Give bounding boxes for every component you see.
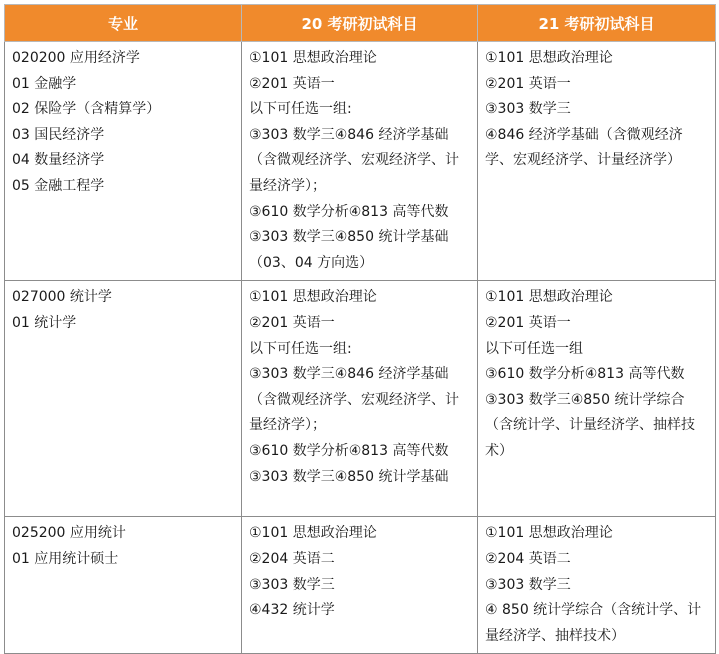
major-cell [5, 281, 242, 517]
subject-line: ①101 思想政治理论 [485, 50, 613, 66]
subject-line: ③610 数学分析④813 高等代数 [249, 203, 449, 220]
subjects-2021-cell [478, 42, 716, 281]
subject-line: ①101 思想政治理论 [485, 525, 613, 542]
major-line: 02 保险学（含精算学） [12, 101, 161, 118]
subject-line: ③610 数学分析④813 高等代数 [485, 366, 685, 383]
major-line: 027000 统计学 [12, 289, 112, 306]
subject-line: ③303 数学三 [485, 101, 571, 118]
table-row-applied-statistics [5, 517, 716, 654]
major-cell [5, 517, 242, 654]
major-line: 01 统计学 [12, 314, 77, 331]
subject-line: ③303 数学三 [249, 576, 335, 593]
header-2020-subjects: 20 考研初试科目 [242, 5, 478, 42]
subject-line: ④846 经济学基础（含微观经济学、宏观经济学、计量经济学） [485, 126, 683, 169]
subject-line: ③303 数学三④846 经济学基础（含微观经济学、宏观经济学、计量经济学）； [249, 366, 459, 434]
subject-line: ④ 850 统计学综合（含统计学、计量经济学、抽样技术） [485, 602, 702, 644]
subject-line: ②204 英语二 [249, 550, 335, 567]
major-line: 05 金融工程学 [12, 177, 105, 194]
subjects-2020-cell [242, 517, 478, 654]
subject-line: ②201 英语一 [249, 75, 335, 92]
subjects-2020-cell [242, 281, 478, 517]
subject-line: ③303 数学三 [485, 576, 571, 593]
subject-line: ②201 英语一 [249, 314, 335, 331]
major-cell [5, 42, 242, 281]
subjects-2021-cell [478, 517, 716, 654]
subject-line: ③303 数学三④850 统计学基础（03、04 方向选） [249, 229, 449, 271]
header-row [5, 5, 716, 42]
subject-line: ③303 数学三④850 统计学基础 [249, 468, 449, 485]
subject-line: ①101 思想政治理论 [249, 289, 377, 306]
major-line: 020200 应用经济学 [12, 50, 140, 66]
subject-line: ①101 思想政治理论 [249, 525, 377, 542]
subjects-2021-cell [478, 281, 716, 517]
subject-line: ③303 数学三④850 统计学综合（含统计学、计量经济学、抽样技术） [485, 391, 695, 459]
subjects-2020-cell [242, 42, 478, 281]
major-line: 01 金融学 [12, 75, 77, 92]
subject-line: ①101 思想政治理论 [249, 50, 377, 66]
major-line: 03 国民经济学 [12, 126, 105, 143]
subject-line: ②204 英语二 [485, 550, 571, 567]
subject-line: ①101 思想政治理论 [485, 289, 613, 306]
subject-line: 以下可任选一组: [249, 101, 352, 118]
subject-line: ③610 数学分析④813 高等代数 [249, 442, 449, 459]
subject-line: ②201 英语一 [485, 75, 571, 92]
subject-line: 以下可任选一组: [249, 340, 352, 357]
major-line: 01 应用统计硕士 [12, 550, 119, 567]
subject-line: ④432 统计学 [249, 602, 335, 619]
exam-subjects-table [4, 4, 716, 654]
subject-line: 以下可任选一组 [485, 340, 583, 357]
header-major: 专业 [5, 5, 242, 42]
subject-line: ③303 数学三④846 经济学基础（含微观经济学、宏观经济学、计量经济学）； [249, 126, 459, 194]
major-line: 04 数量经济学 [12, 152, 105, 169]
major-line: 025200 应用统计 [12, 525, 126, 542]
table-row-statistics [5, 281, 716, 517]
header-2021-subjects: 21 考研初试科目 [478, 5, 716, 42]
table-row-applied-economics [5, 42, 716, 281]
subject-line: ②201 英语一 [485, 314, 571, 331]
